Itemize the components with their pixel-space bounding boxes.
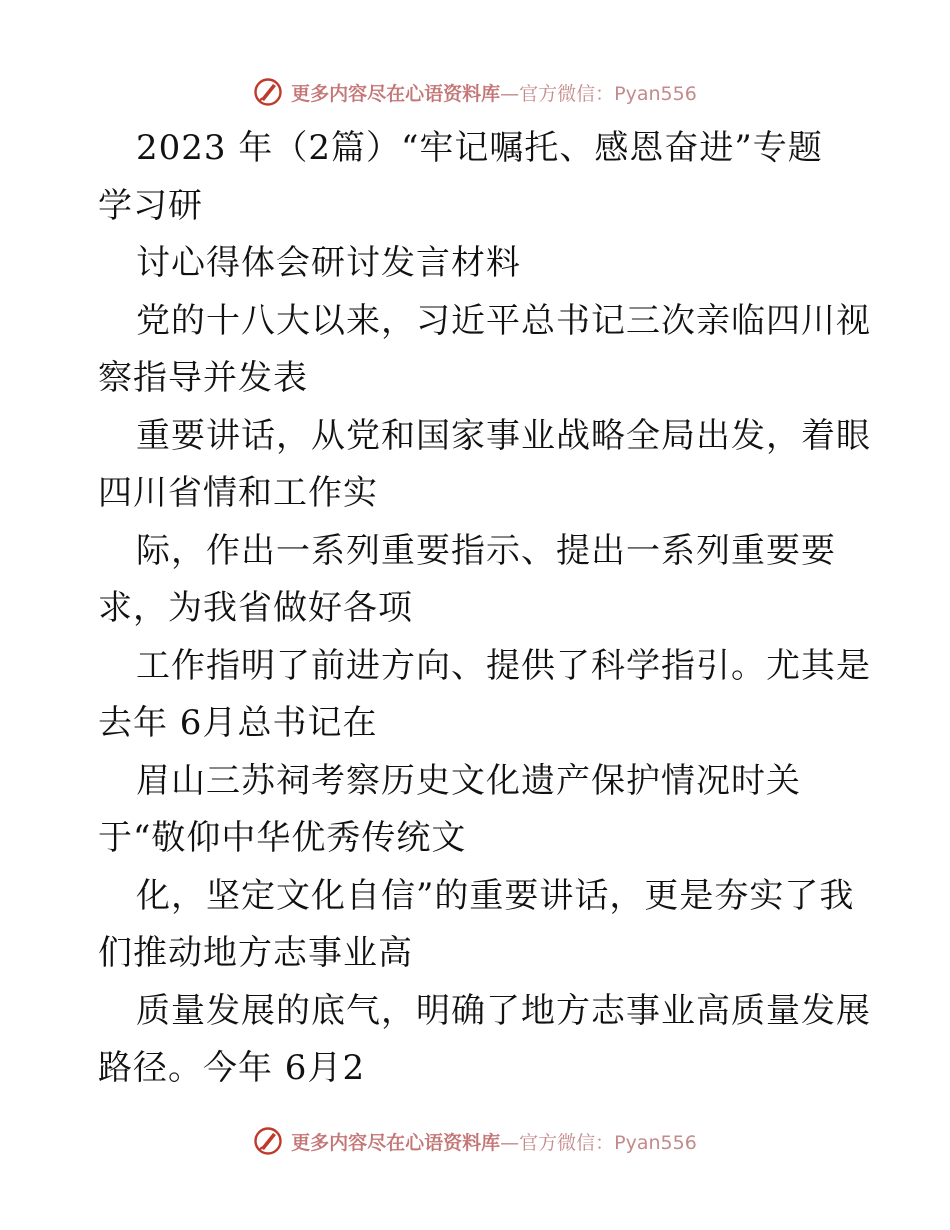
footer-wechat-text: —官方微信：Pyan556 [500, 1131, 697, 1154]
body-line: 讨心得体会研讨发言材料 [136, 243, 521, 283]
header-banner [0, 72, 950, 112]
body-line: 学习研 [98, 185, 203, 226]
header-site-text: 更多内容尽在心语资料库 [291, 82, 501, 105]
document-body [98, 120, 871, 1098]
header-wechat-text: —官方微信：Pyan556 [500, 82, 697, 105]
body-line: 路径。今年 6月2 [98, 1048, 366, 1088]
body-line: 求，为我省做好各项 [98, 588, 413, 628]
footer-banner [0, 1121, 950, 1161]
body-line: 四川省情和工作实 [98, 473, 378, 513]
body-line: 于“敬仰中华优秀传统文 [98, 818, 467, 858]
body-line: 察指导并发表 [98, 358, 308, 398]
body-line: 们推动地方志事业高 [98, 933, 413, 973]
body-line: 重要讲话，从党和国家事业战略全局出发，着眼 [136, 415, 871, 456]
body-line: 工作指明了前进方向、提供了科学指引。尤其是 [136, 645, 871, 686]
body-line: 去年 6月总书记在 [98, 703, 378, 743]
footer-site-text: 更多内容尽在心语资料库 [291, 1131, 501, 1154]
body-line: 党的十八大以来，习近平总书记三次亲临四川视 [136, 300, 871, 341]
body-line: 2023 年（2篇）“牢记嘱托、感恩奋进”专题 [136, 128, 823, 168]
quill-pen-circle-logo-icon [253, 77, 283, 107]
header-banner-text [291, 79, 697, 106]
body-line: 质量发展的底气，明确了地方志事业高质量发展 [136, 990, 871, 1031]
quill-pen-circle-logo-icon [253, 1126, 283, 1156]
body-line: 化，坚定文化自信”的重要讲话，更是夯实了我 [136, 875, 855, 916]
body-line: 际，作出一系列重要指示、提出一系列重要要 [136, 530, 836, 571]
footer-banner-text [291, 1128, 697, 1155]
body-line: 眉山三苏祠考察历史文化遗产保护情况时关 [136, 760, 801, 801]
